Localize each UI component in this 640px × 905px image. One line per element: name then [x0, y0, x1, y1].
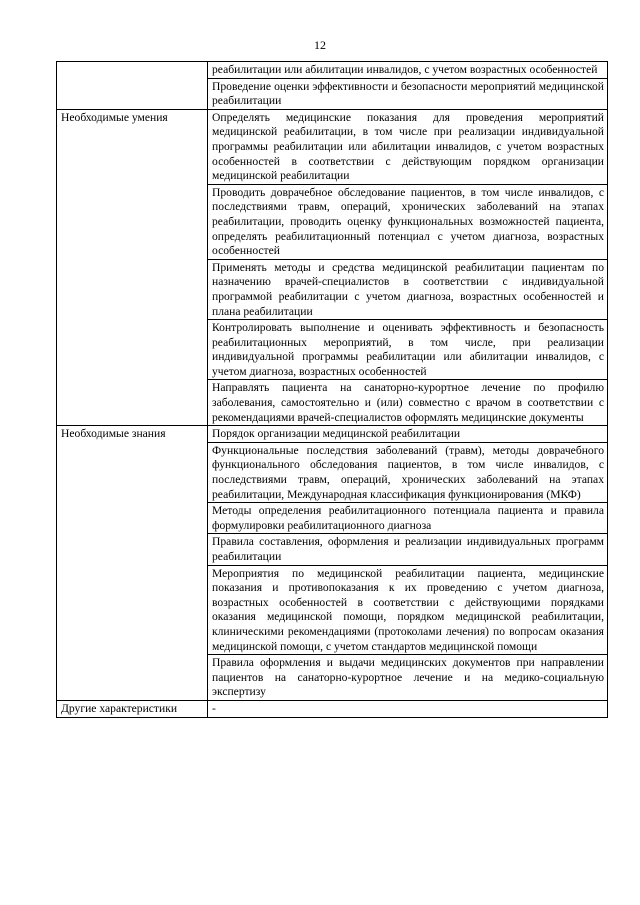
table-cell: -	[208, 700, 608, 717]
table-row	[57, 426, 608, 443]
table-cell: Определять медицинские показания для проведения мероприятий медицинской реабилитации, в том числе при реализации индивидуальной программы реабилитации или абилитации инвалидов, с учетом возрастных особенностей в соответствии с действующим порядком организации медицинской реабилитации	[208, 109, 608, 184]
table-cell: Мероприятия по медицинской реабилитации пациента, медицинские показания и противопоказания к их проведению с учетом диагноза, возрастных особенностей в соответствии с действующими порядками оказания медицинской помощи, порядком медицинской реабилитации, клиническими рекомендациями (протоколами лечения) по вопросам оказания медицинской помощи, с учетом стандартов медицинской помощи	[208, 565, 608, 655]
table-row	[57, 62, 608, 79]
table-cell: Контролировать выполнение и оценивать эффективность и безопасность реабилитационных мероприятий, в том числе, при реализации индивидуальной программы реабилитации или абилитации инвалидов, с учетом диагноза, возрастных особенностей	[208, 320, 608, 380]
table-cell: Правила оформления и выдачи медицинских документов при направлении пациентов на санаторно-курортное лечение и на медико-социальную экспертизу	[208, 655, 608, 701]
table-cell: Направлять пациента на санаторно-курортное лечение по профилю заболевания, самостоятельно и (или) совместно с врачом в соответствии с рекомендациями врачей-специалистов оформлять медицинские документы	[208, 380, 608, 426]
table-cell: Проводить доврачебное обследование пациентов, в том числе инвалидов, с последствиями травм, операций, хронических заболеваний на этапах реабилитации, проводить оценку функциональных возможностей пациента, определять реабилитационный потенциал с учетом диагноза, возрастных особенностей	[208, 184, 608, 259]
table-cell: Применять методы и средства медицинской реабилитации пациентам по назначению врачей-специалистов в соответствии с индивидуальной программой реабилитации с учетом диагноза, возрастных особенностей и плана реабилитации	[208, 259, 608, 319]
table-row	[57, 109, 608, 184]
qualification-table	[56, 61, 608, 718]
table-cell: Методы определения реабилитационного потенциала пациента и правила формулировки реабилитационного диагноза	[208, 503, 608, 534]
row-label	[57, 62, 208, 110]
table-cell: Порядок организации медицинской реабилитации	[208, 426, 608, 443]
table-cell: Правила составления, оформления и реализации индивидуальных программ реабилитации	[208, 534, 608, 565]
table-cell: Проведение оценки эффективности и безопасности мероприятий медицинской реабилитации	[208, 78, 608, 109]
row-label-knowledge: Необходимые знания	[57, 426, 208, 701]
row-label-skills: Необходимые умения	[57, 109, 208, 425]
table-row	[57, 700, 608, 717]
table-cell: Функциональные последствия заболеваний (травм), методы доврачебного функционального обследования пациентов, в том числе инвалидов, с последствиями травм, операций, хронических заболеваний на этапах реабилитации, Международная классификация функционирования (МКФ)	[208, 442, 608, 502]
row-label-other: Другие характеристики	[57, 700, 208, 717]
page-number: 12	[314, 38, 326, 52]
table-cell: реабилитации или абилитации инвалидов, с учетом возрастных особенностей	[208, 62, 608, 79]
